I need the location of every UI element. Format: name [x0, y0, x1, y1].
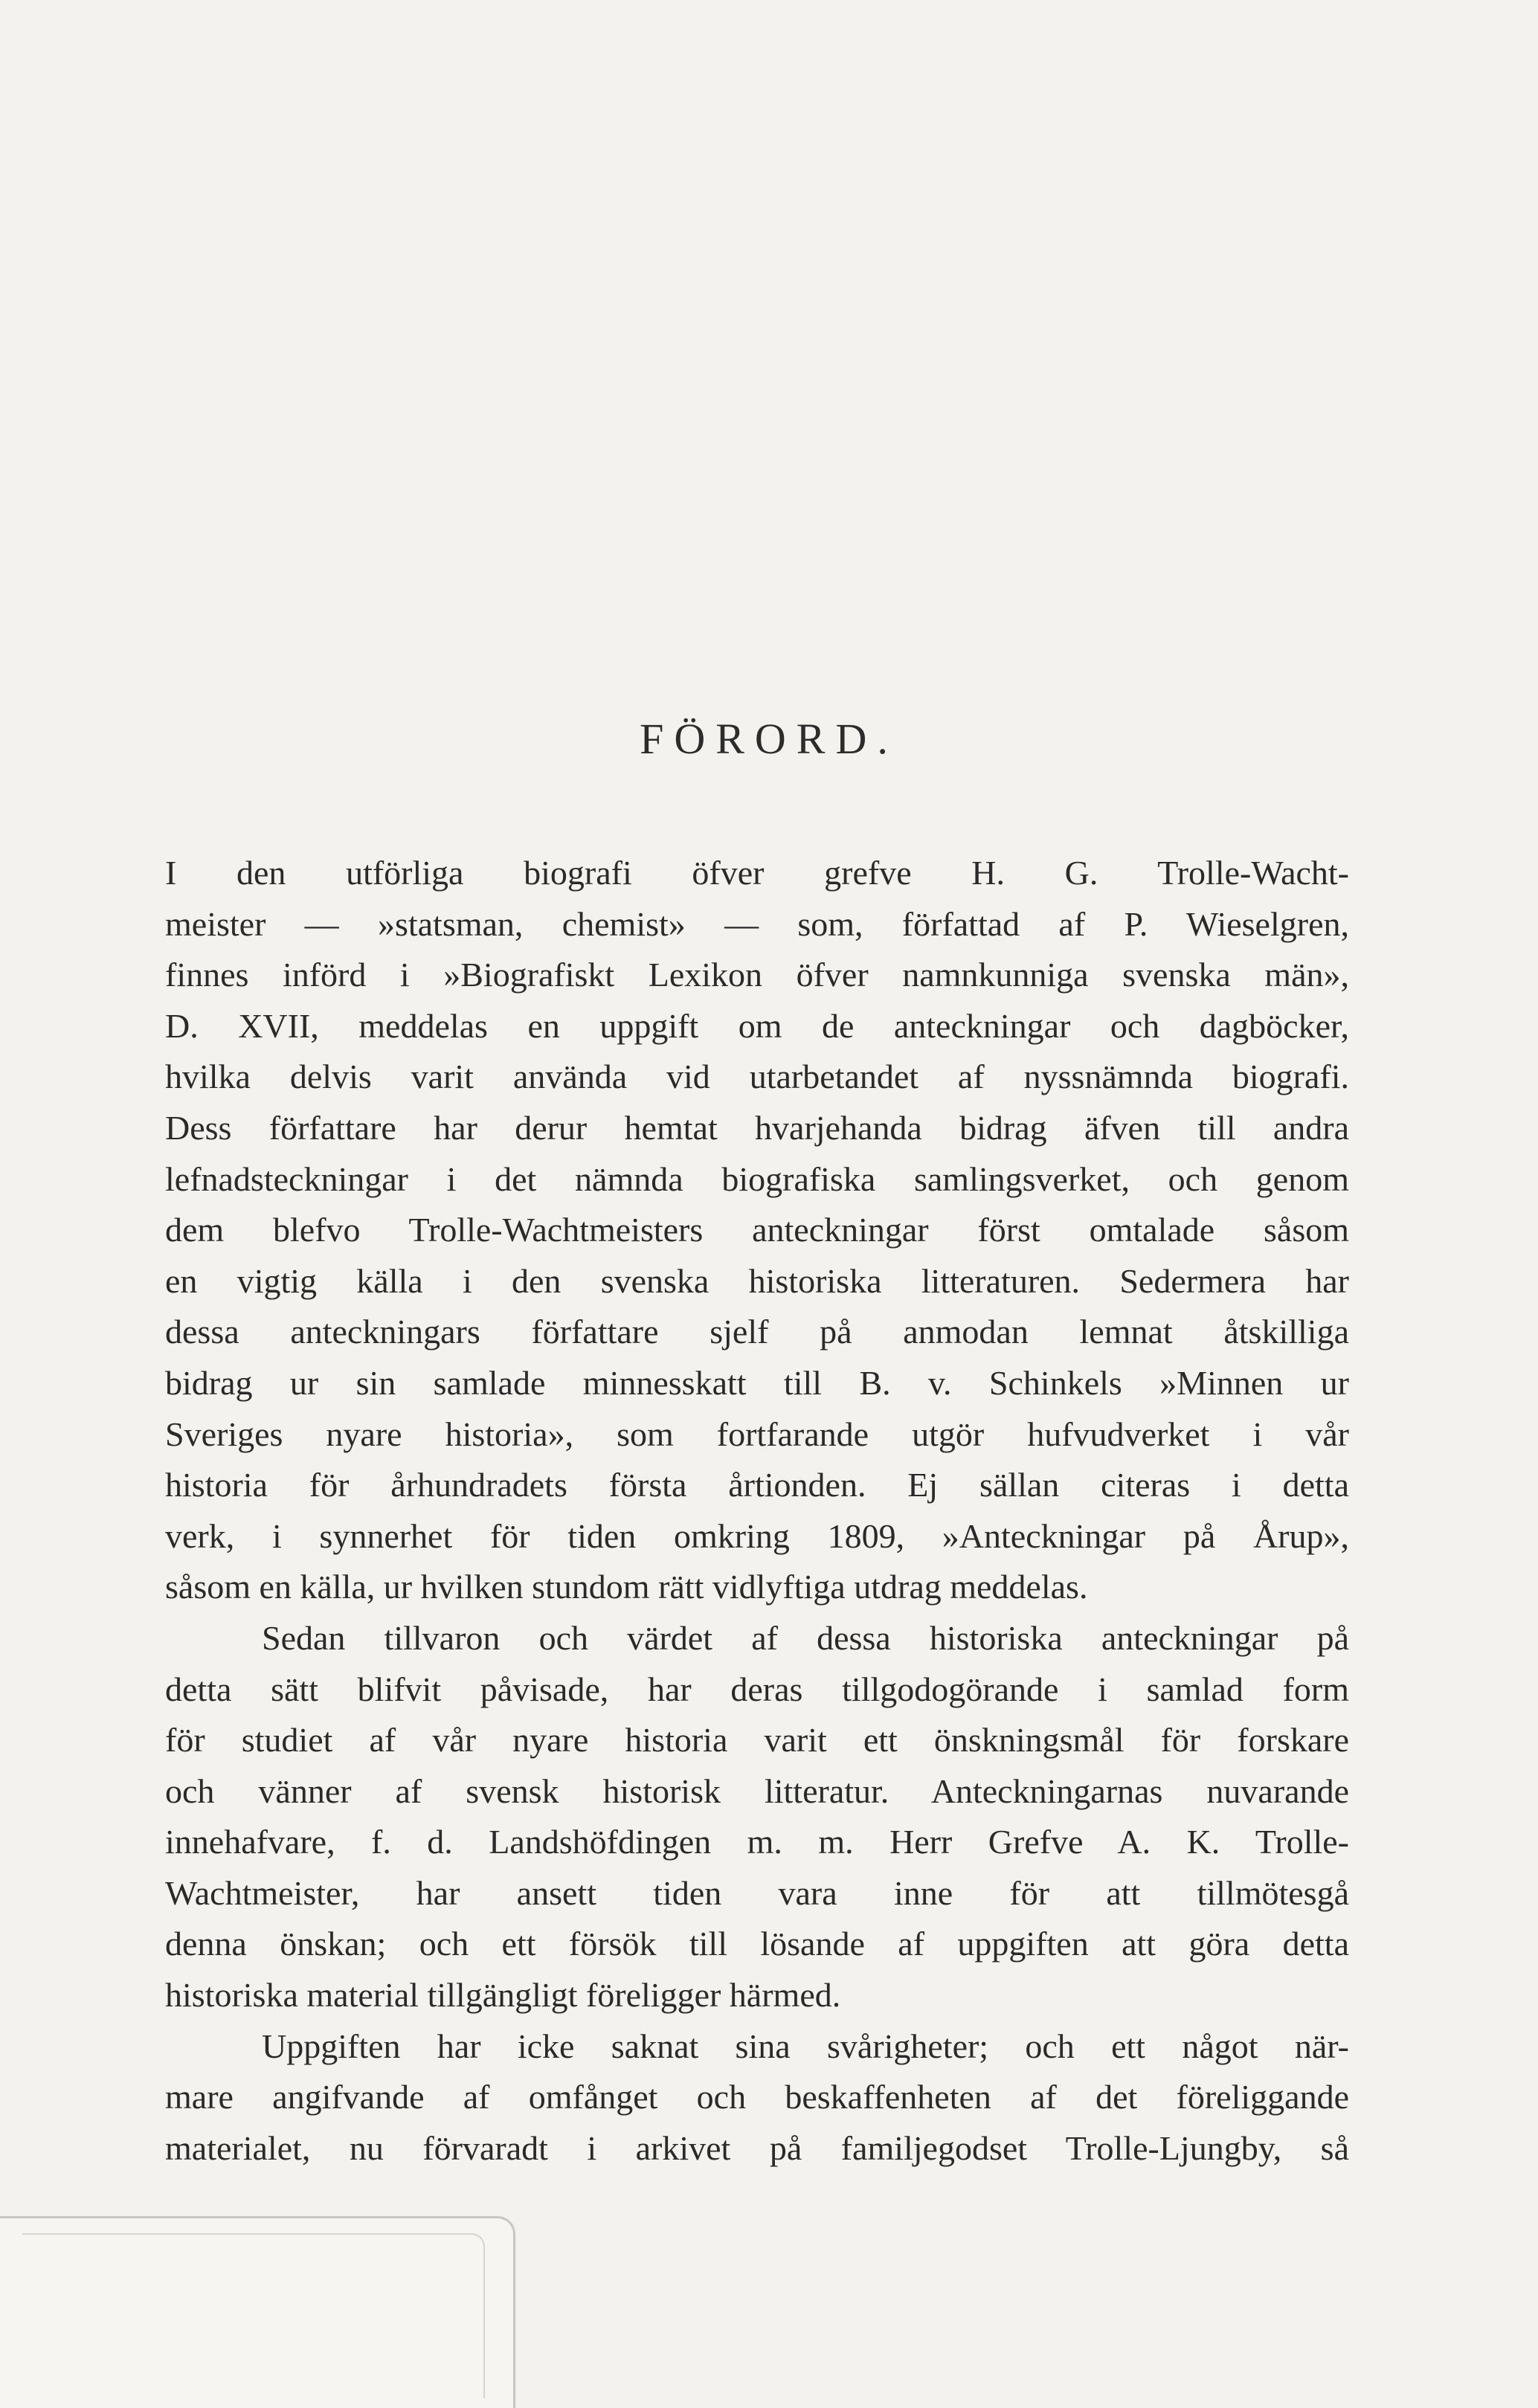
- text-line: för studiet af vår nyare historia varit ett önskningsmål för forskare: [165, 1721, 1349, 1760]
- text-line: historiska material tillgängligt föreligger härmed.: [165, 1976, 841, 2015]
- text-line: hvilka delvis varit använda vid utarbetandet af nyssnämnda biografi.: [165, 1057, 1349, 1096]
- text-line: dessa anteckningars författare sjelf på anmodan lemnat åtskilliga: [165, 1313, 1349, 1351]
- text-line: mare angifvande af omfånget och beskaffenheten af det föreliggande: [165, 2078, 1349, 2116]
- text-line: såsom en källa, ur hvilken stundom rätt vidlyftiga utdrag meddelas.: [165, 1568, 1088, 1606]
- text-line: Uppgiften har icke saknat sina svårigheter; och ett något när-: [262, 2026, 1349, 2065]
- text-line: bidrag ur sin samlade minnesskatt till B. v. Schinkels »Minnen ur: [165, 1363, 1349, 1402]
- text-line: Dess författare har derur hemtat hvarjehanda bidrag äfven till andra: [165, 1108, 1349, 1147]
- text-line: innehafvare, f. d. Landshöfdingen m. m. Herr Grefve A. K. Trolle-: [165, 1823, 1349, 1861]
- text-line: materialet, nu förvaradt i arkivet på familjegodset Trolle-Ljungby, så: [165, 2128, 1349, 2167]
- page-edge-tab: [0, 2216, 515, 2408]
- text-line: en vigtig källa i den svenska historiska litteraturen. Sedermera har: [165, 1261, 1349, 1300]
- text-line: finnes införd i »Biografiskt Lexikon öfver namnkunniga svenska män»,: [165, 956, 1349, 994]
- text-line: detta sätt blifvit påvisade, har deras tillgodogörande i samlad form: [165, 1670, 1349, 1708]
- text-line: verk, i synnerhet för tiden omkring 1809, »Anteckningar på Årup»,: [165, 1516, 1349, 1555]
- text-line: denna önskan; och ett försök till lösande af uppgiften att göra detta: [165, 1925, 1349, 1963]
- text-line: Sedan tillvaron och värdet af dessa historiska anteckningar på: [262, 1618, 1349, 1657]
- text-line: I den utförliga biografi öfver grefve H. G. Trolle-Wacht-: [165, 854, 1349, 892]
- text-line: D. XVII, meddelas en uppgift om de anteckningar och dagböcker,: [165, 1006, 1349, 1045]
- page-title: FÖRORD.: [640, 715, 898, 763]
- page-edge-tab-inner: [22, 2233, 485, 2398]
- text-line: lefnadsteckningar i det nämnda biografiska samlingsverket, och genom: [165, 1159, 1349, 1198]
- text-line: och vänner af svensk historisk litteratur. Anteckningarnas nuvarande: [165, 1771, 1349, 1810]
- text-line: dem blefvo Trolle-Wachtmeisters anteckningar först omtalade såsom: [165, 1211, 1349, 1249]
- text-line: historia för århundradets första årtionden. Ej sällan citeras i detta: [165, 1466, 1349, 1504]
- text-line: Sveriges nyare historia», som fortfarande utgör hufvudverket i vår: [165, 1414, 1349, 1453]
- body-text: [165, 848, 1349, 2174]
- text-line: meister — »statsman, chemist» — som, författad af P. Wieselgren,: [165, 904, 1349, 943]
- text-line: Wachtmeister, har ansett tiden vara inne för att tillmötesgå: [165, 1873, 1349, 1912]
